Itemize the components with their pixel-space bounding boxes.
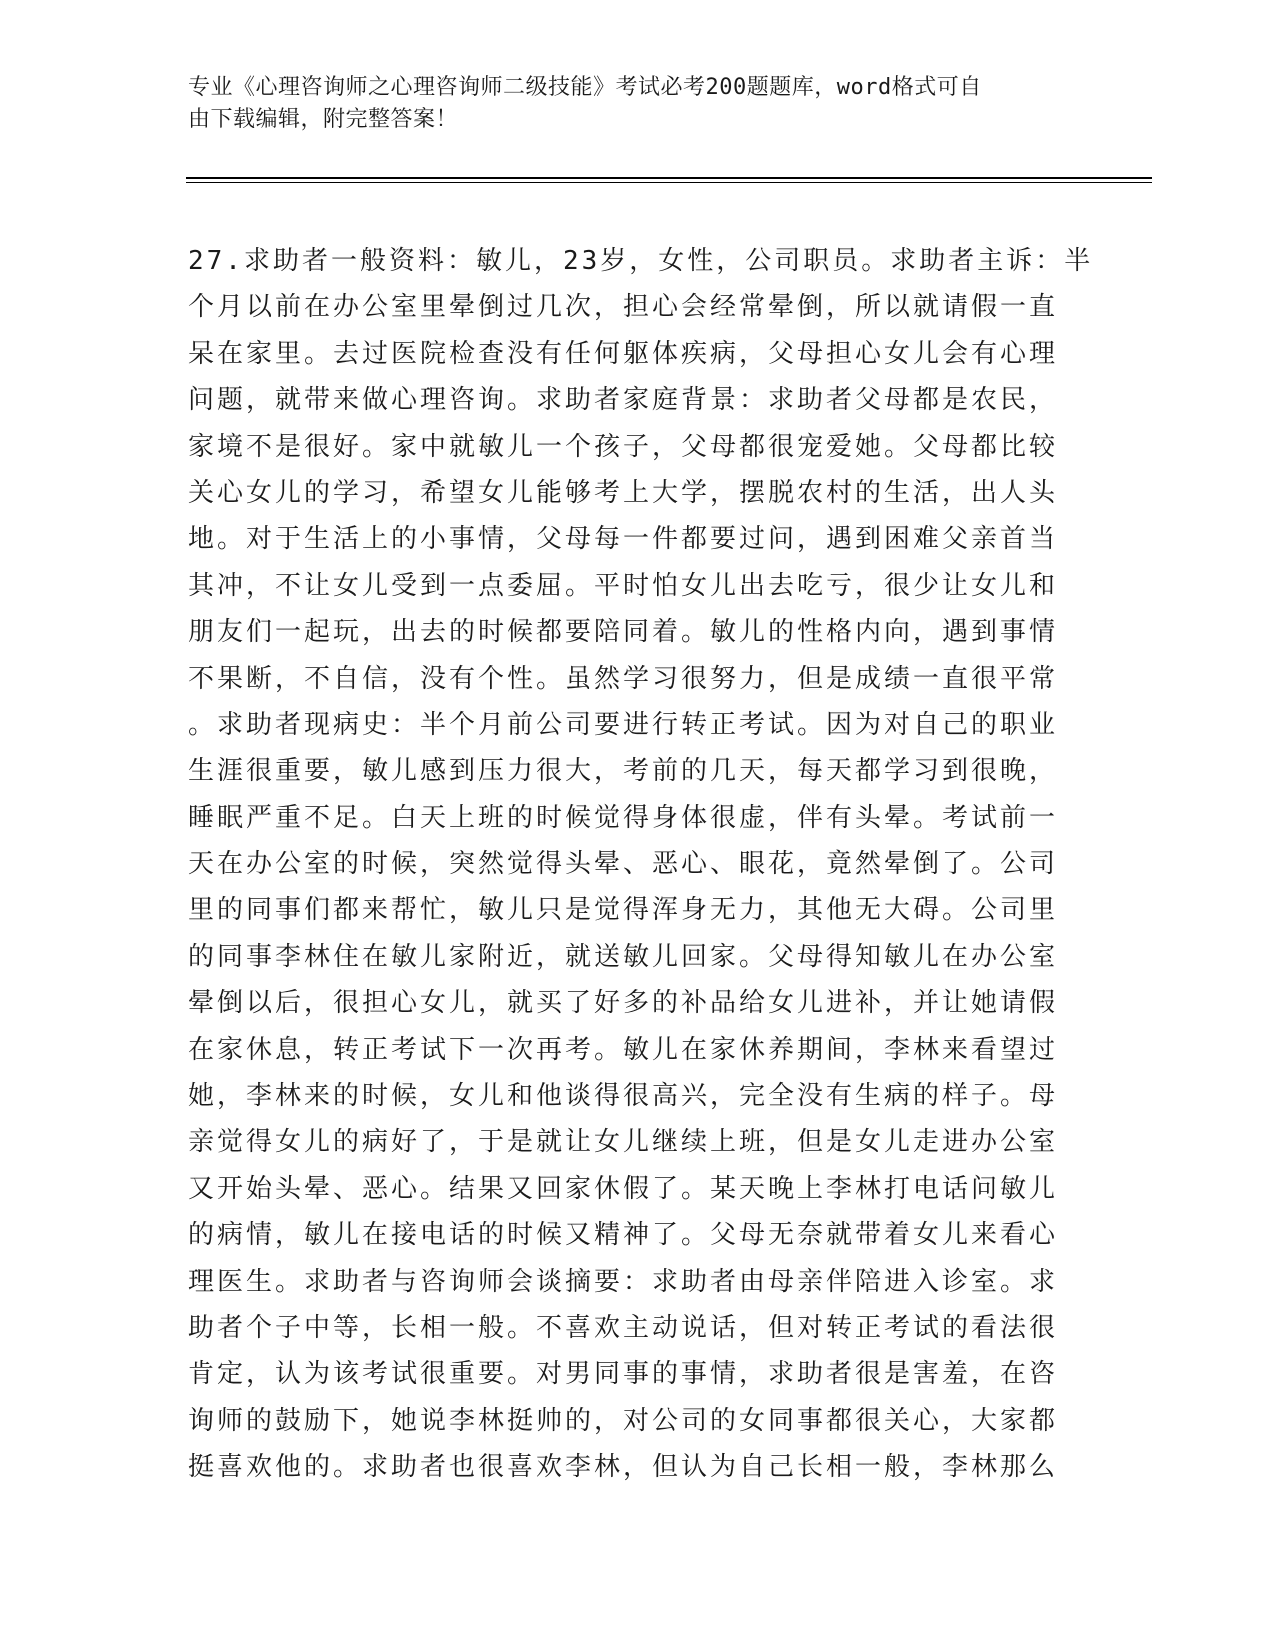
body-line: 她，李林来的时候，女儿和他谈得很高兴，完全没有生病的样子。母 [188, 1081, 1059, 1112]
body-line: 亲觉得女儿的病好了，于是就让女儿继续上班，但是女儿走进办公室 [188, 1127, 1059, 1158]
body-line: 生涯很重要，敏儿感到压力很大，考前的几天，每天都学习到很晚， [188, 756, 1059, 787]
body-line: 里的同事们都来帮忙，敏儿只是觉得浑身无力，其他无大碍。公司里 [188, 895, 1059, 926]
body-line: 晕倒以后，很担心女儿，就买了好多的补品给女儿进补，并让她请假 [188, 988, 1059, 1019]
body-line: 家境不是很好。家中就敏儿一个孩子，父母都很宠爱她。父母都比较 [188, 431, 1059, 462]
body-line: 关心女儿的学习，希望女儿能够考上大学，摆脱农村的生活，出人头 [188, 477, 1059, 508]
body-line: 在家休息，转正考试下一次再考。敏儿在家休养期间，李林来看望过 [188, 1034, 1059, 1065]
body-line: 27.求助者一般资料：敏儿，23岁，女性，公司职员。求助者主诉：半 [188, 246, 1094, 276]
body-line: 地。对于生活上的小事情，父母每一件都要过问，遇到困难父亲首当 [188, 524, 1059, 555]
body-line: 问题，就带来做心理咨询。求助者家庭背景：求助者父母都是农民， [188, 385, 1059, 416]
body-line: 。求助者现病史：半个月前公司要进行转正考试。因为对自己的职业 [188, 709, 1059, 740]
body-line: 朋友们一起玩，出去的时候都要陪同着。敏儿的性格内向，遇到事情 [188, 617, 1059, 648]
body-line: 睡眠严重不足。白天上班的时候觉得身体很虚，伴有头晕。考试前一 [188, 802, 1059, 833]
body-line: 其冲，不让女儿受到一点委屈。平时怕女儿出去吃亏，很少让女儿和 [188, 570, 1059, 601]
body-line: 天在办公室的时候，突然觉得头晕、恶心、眼花，竟然晕倒了。公司 [188, 849, 1059, 880]
body-line: 个月以前在办公室里晕倒过几次，担心会经常晕倒，所以就请假一直 [188, 292, 1059, 323]
body-line: 又开始头晕、恶心。结果又回家休假了。某天晚上李林打电话问敏儿 [188, 1173, 1059, 1204]
body-line: 理医生。求助者与咨询师会谈摘要：求助者由母亲伴陪进入诊室。求 [188, 1266, 1059, 1297]
header-line: 专业《心理咨询师之心理咨询师二级技能》考试必考200题题库，word格式可自 [188, 75, 982, 100]
body-line: 询师的鼓励下，她说李林挺帅的，对公司的女同事都很关心，大家都 [188, 1405, 1059, 1436]
question-body [188, 238, 1094, 1491]
body-line: 挺喜欢他的。求助者也很喜欢李林，但认为自己长相一般，李林那么 [188, 1452, 1059, 1483]
body-line: 的同事李林住在敏儿家附近，就送敏儿回家。父母得知敏儿在办公室 [188, 941, 1059, 972]
header-divider-thick [186, 177, 1152, 179]
body-line: 肯定，认为该考试很重要。对男同事的事情，求助者很是害羞，在咨 [188, 1359, 1059, 1390]
header-line: 由下载编辑，附完整答案！ [188, 107, 459, 132]
body-line: 的病情，敏儿在接电话的时候又精神了。父母无奈就带着女儿来看心 [188, 1220, 1059, 1251]
document-header [188, 72, 1068, 136]
body-line: 不果断，不自信，没有个性。虽然学习很努力，但是成绩一直很平常 [188, 663, 1059, 694]
body-line: 助者个子中等，长相一般。不喜欢主动说话，但对转正考试的看法很 [188, 1312, 1059, 1343]
header-divider-thin [186, 182, 1152, 183]
body-line: 呆在家里。去过医院检查没有任何躯体疾病，父母担心女儿会有心理 [188, 338, 1059, 369]
